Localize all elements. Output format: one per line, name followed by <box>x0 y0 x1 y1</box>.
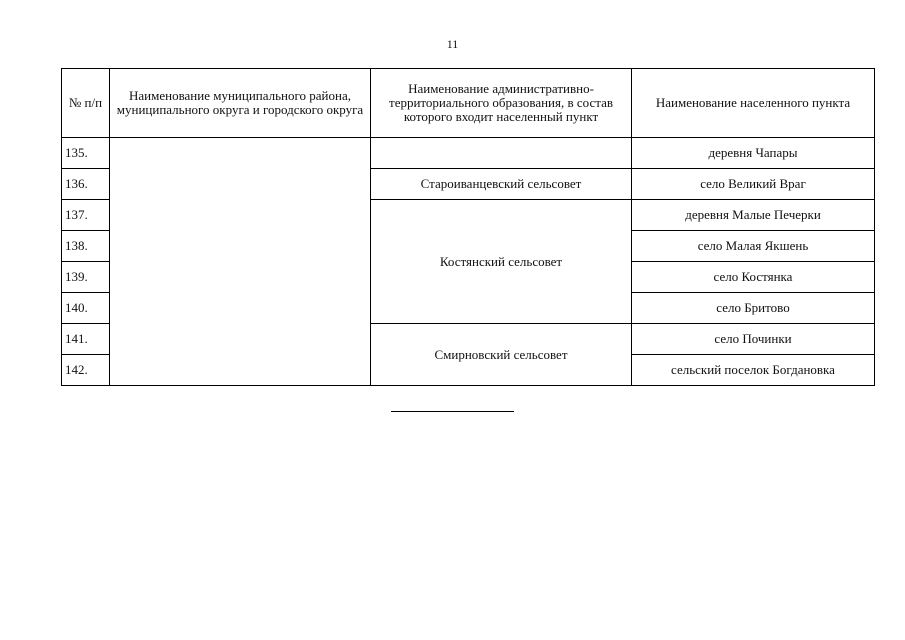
header-district: Наименование муниципального района, муниципального округа и городского округа <box>110 69 371 138</box>
settlement-cell: село Бритово <box>632 293 875 324</box>
row-number: 135. <box>62 138 110 169</box>
header-settlement: Наименование населенного пункта <box>632 69 875 138</box>
settlement-cell: село Великий Враг <box>632 169 875 200</box>
header-num: № п/п <box>62 69 110 138</box>
row-number: 141. <box>62 324 110 355</box>
row-number: 137. <box>62 200 110 231</box>
settlement-cell: сельский поселок Богдановка <box>632 355 875 386</box>
row-number: 140. <box>62 293 110 324</box>
settlement-cell: деревня Чапары <box>632 138 875 169</box>
admin-unit-cell: Смирновский сельсовет <box>371 324 632 386</box>
row-number: 142. <box>62 355 110 386</box>
row-number: 138. <box>62 231 110 262</box>
settlement-cell: село Починки <box>632 324 875 355</box>
settlements-table <box>61 68 875 386</box>
header-admin-unit: Наименование административно-территориального образования, в состав которого входит населенный пункт <box>371 69 632 138</box>
settlement-cell: деревня Малые Печерки <box>632 200 875 231</box>
table-row <box>62 138 875 169</box>
settlement-cell: село Малая Якшень <box>632 231 875 262</box>
page-number: 11 <box>446 37 459 51</box>
admin-unit-cell: Староиванцевский сельсовет <box>371 169 632 200</box>
settlement-cell: село Костянка <box>632 262 875 293</box>
row-number: 139. <box>62 262 110 293</box>
row-number: 136. <box>62 169 110 200</box>
admin-unit-cell: Костянский сельсовет <box>371 200 632 324</box>
district-cell <box>110 138 371 386</box>
table-header-row <box>62 69 875 138</box>
footnote-separator-line <box>391 411 514 412</box>
admin-unit-cell <box>371 138 632 169</box>
